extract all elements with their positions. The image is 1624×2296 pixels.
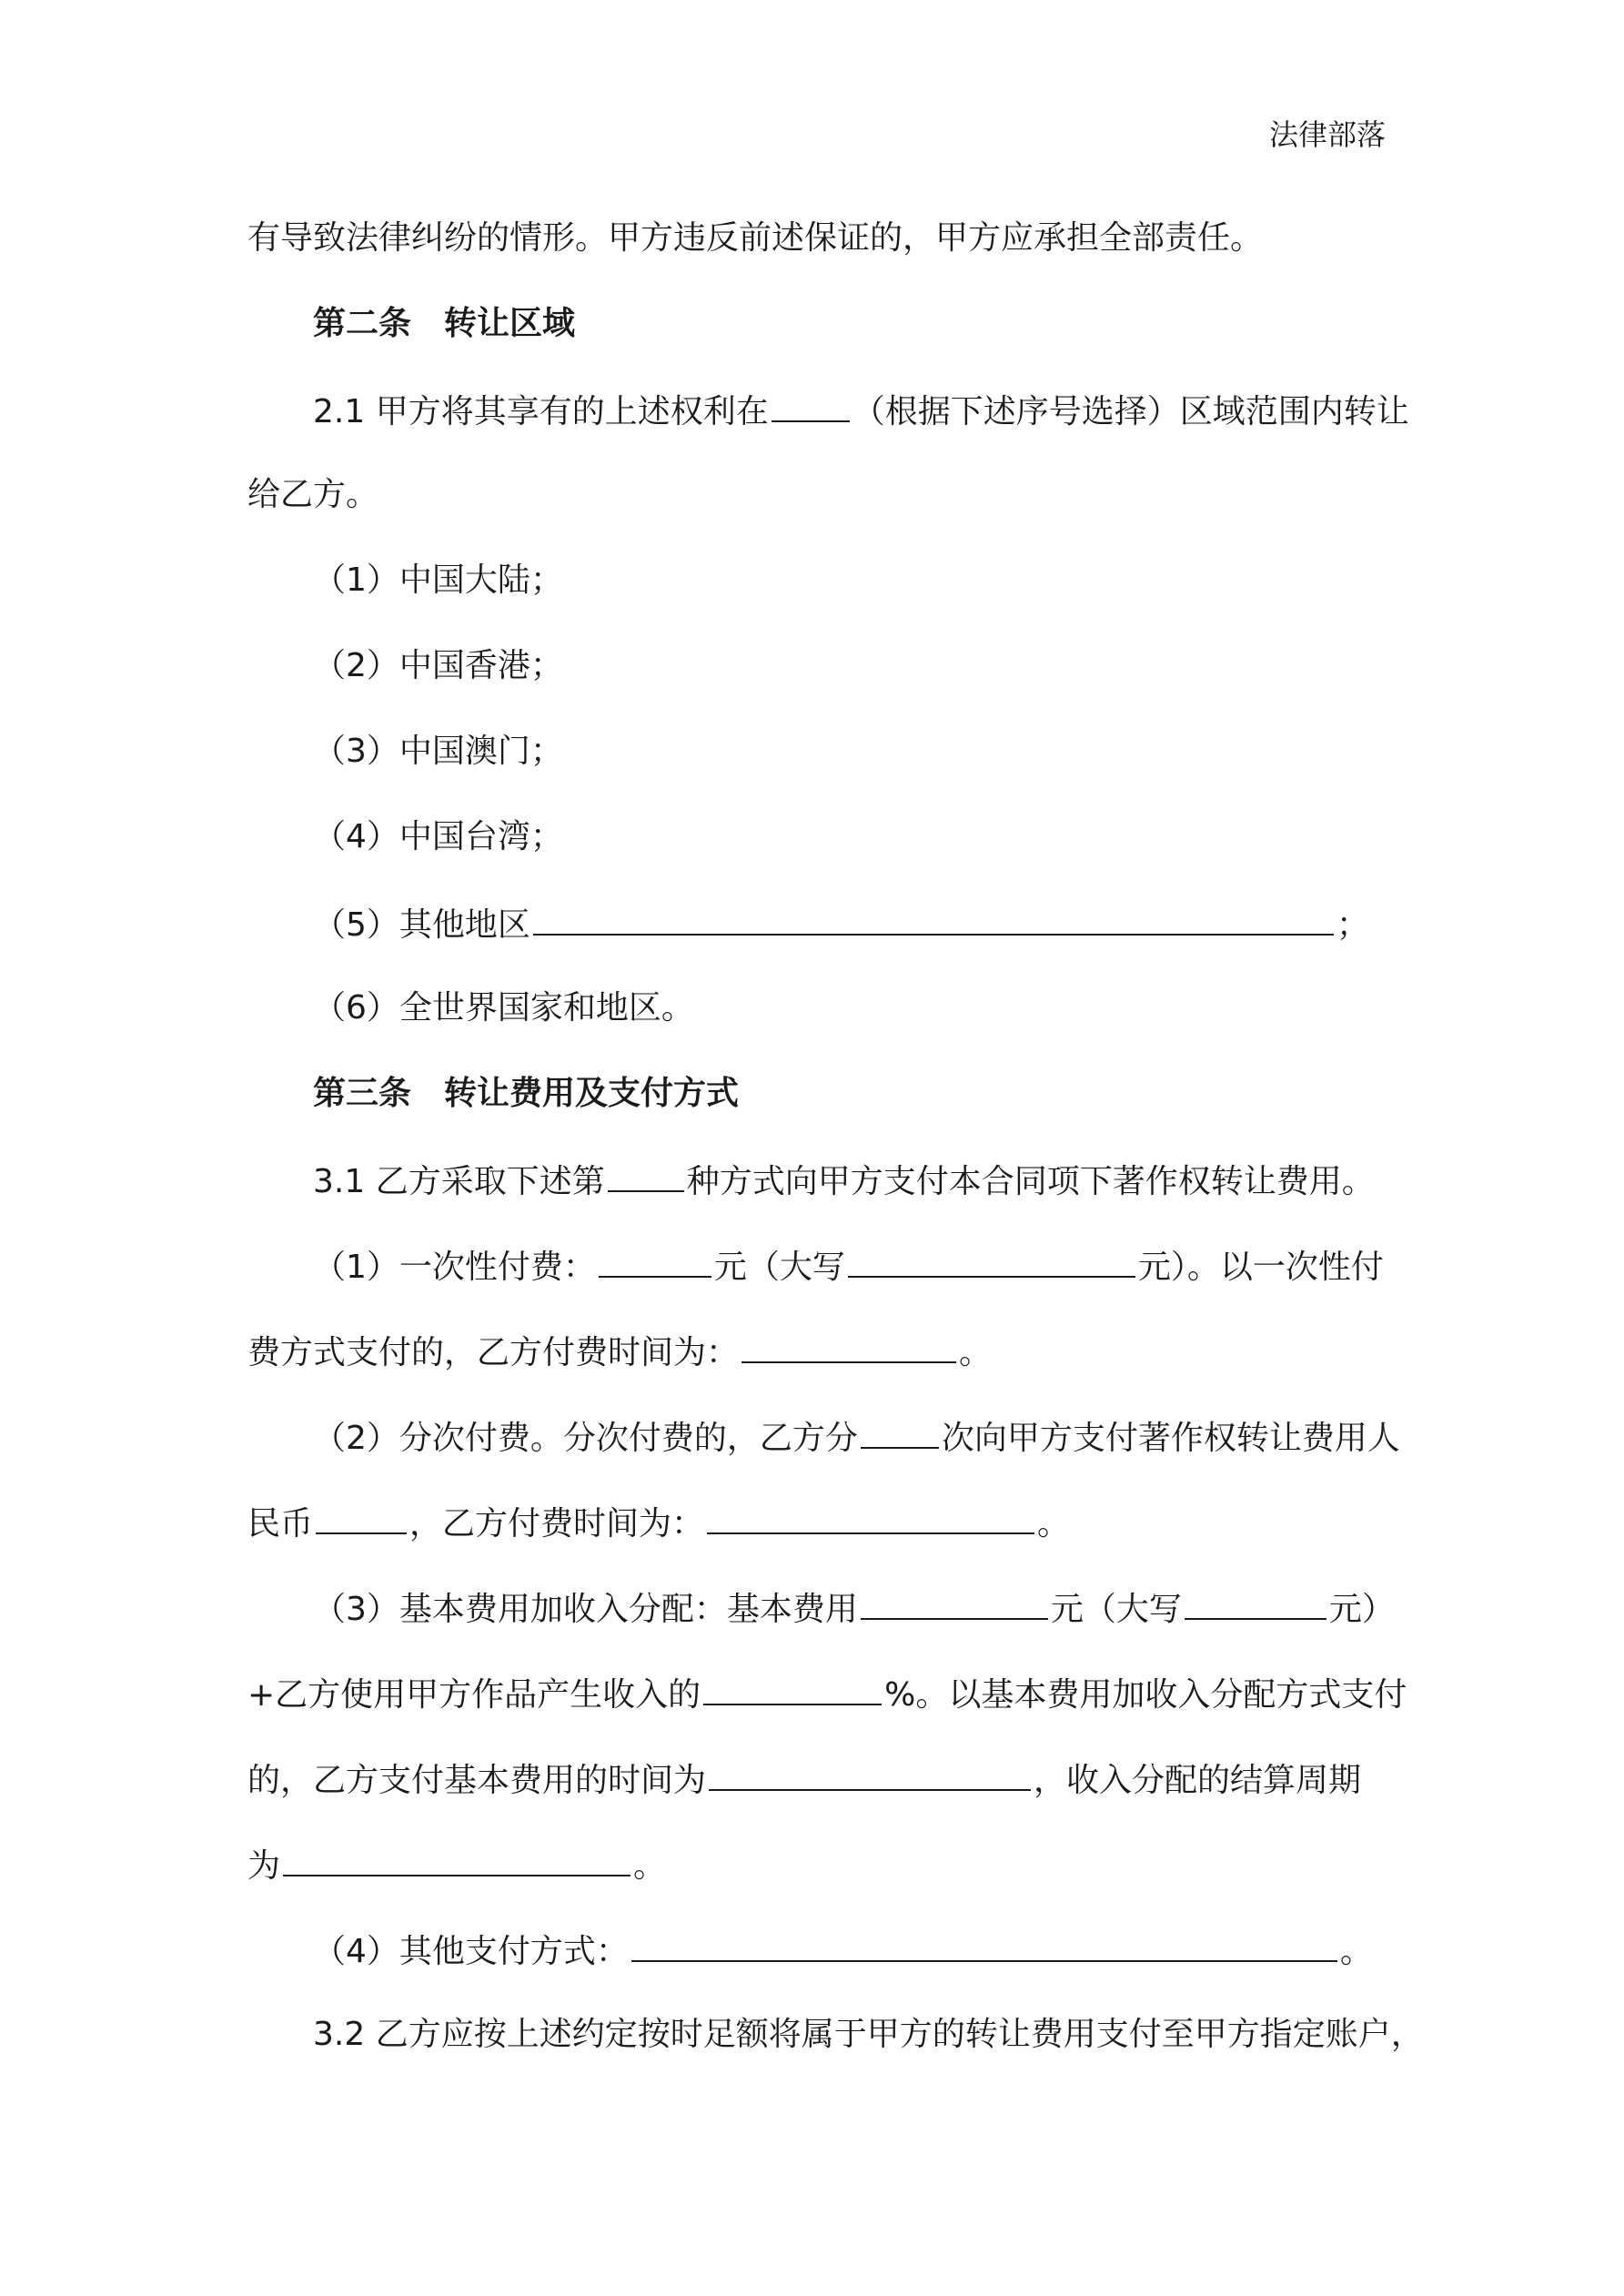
fill-blank-base-fee-uppercase[interactable]	[1185, 1587, 1326, 1620]
text: 为	[247, 1847, 281, 1885]
paragraph-line	[247, 1330, 992, 1373]
fill-blank-payment-method[interactable]	[608, 1159, 684, 1192]
article-title: 转让区域	[444, 305, 576, 342]
text: %。以基本费用加收入分配方式支付	[884, 1676, 1407, 1714]
text: （1）一次性付费：	[313, 1249, 596, 1286]
text: 元）。以一次性付	[1137, 1249, 1384, 1286]
region-option-3	[313, 732, 563, 772]
fill-blank-installment-count[interactable]	[861, 1416, 939, 1449]
text: ；	[1336, 906, 1369, 944]
text: （根据下述序号选择）区域范围内转让	[852, 393, 1409, 430]
text: （1）中国大陆；	[313, 561, 563, 599]
text: 种方式向甲方支付本合同项下著作权转让费用。	[686, 1163, 1375, 1200]
text: ，乙方付费时间为：	[409, 1505, 705, 1542]
fill-blank-other-region[interactable]	[533, 903, 1334, 936]
fill-blank-installment-time[interactable]	[707, 1502, 1034, 1534]
text: 的，乙方支付基本费用的时间为	[247, 1762, 707, 1799]
region-option-2	[313, 646, 563, 686]
text: 民币	[247, 1505, 314, 1542]
fill-blank-lump-sum-time[interactable]	[741, 1330, 956, 1363]
article-number: 第三条	[313, 1075, 412, 1112]
region-option-6	[313, 988, 694, 1028]
text: （5）其他地区	[313, 906, 530, 944]
payment-option-1	[313, 1245, 1384, 1288]
clause-3-1	[313, 1159, 1375, 1202]
fill-blank-other-payment[interactable]	[631, 1929, 1337, 1962]
text: 次向甲方支付著作权转让费用人	[941, 1420, 1400, 1457]
article-number: 第二条	[313, 305, 412, 342]
text: 元（大写	[1050, 1591, 1182, 1628]
text: 。	[633, 1847, 667, 1885]
fill-blank-lump-sum-amount[interactable]	[599, 1245, 711, 1278]
text: 3.1 乙方采取下述第	[313, 1163, 605, 1200]
payment-option-4	[313, 1929, 1373, 1972]
article-2-heading	[313, 304, 575, 344]
text: 3.2 乙方应按上述约定按时足额将属于甲方的转让费用支付至甲方指定账户，	[313, 2016, 1424, 2053]
text: 。	[1037, 1505, 1071, 1542]
fill-blank-region-choice[interactable]	[772, 389, 850, 422]
text: 。	[959, 1334, 993, 1371]
fill-blank-settlement-period[interactable]	[283, 1844, 630, 1876]
paragraph-line	[247, 1673, 1407, 1715]
paragraph-line	[247, 1758, 1361, 1801]
paragraph-line	[247, 475, 378, 515]
paragraph-line	[247, 1502, 1070, 1544]
text: 元）	[1328, 1591, 1395, 1628]
clause-3-2	[313, 2015, 1424, 2055]
region-option-5	[313, 903, 1369, 946]
clause-2-1	[313, 389, 1409, 432]
text: （3）中国澳门；	[313, 733, 563, 770]
text: 有导致法律纠纷的情形。甲方违反前述保证的，甲方应承担全部责任。	[247, 219, 1264, 257]
paragraph-line	[247, 1844, 666, 1886]
text: 2.1 甲方将其享有的上述权利在	[313, 393, 769, 430]
text: 。	[1339, 1933, 1373, 1970]
text: 给乙方。	[247, 476, 379, 513]
text: （4）中国台湾；	[313, 818, 563, 855]
text: （2）分次付费。分次付费的，乙方分	[313, 1420, 858, 1457]
region-option-1	[313, 561, 563, 601]
fill-blank-base-fee[interactable]	[861, 1587, 1048, 1620]
text: +乙方使用甲方作品产生收入的	[247, 1676, 701, 1714]
text: 元（大写	[713, 1249, 845, 1286]
text: （3）基本费用加收入分配：基本费用	[313, 1591, 858, 1628]
article-3-heading	[313, 1074, 739, 1114]
text: 费方式支付的，乙方付费时间为：	[247, 1334, 740, 1371]
region-option-4	[313, 817, 563, 857]
paragraph-line	[247, 218, 1263, 258]
fill-blank-lump-sum-uppercase[interactable]	[848, 1245, 1135, 1278]
text: （6）全世界国家和地区。	[313, 989, 694, 1027]
fill-blank-revenue-share[interactable]	[703, 1673, 882, 1705]
fill-blank-base-fee-time[interactable]	[709, 1758, 1031, 1791]
text: ，收入分配的结算周期	[1034, 1762, 1362, 1799]
article-title: 转让费用及支付方式	[444, 1075, 740, 1112]
text: （2）中国香港；	[313, 647, 563, 684]
text: （4）其他支付方式：	[313, 1933, 629, 1970]
payment-option-3	[313, 1587, 1395, 1630]
fill-blank-installment-amount[interactable]	[316, 1502, 407, 1534]
page-header: 法律部落	[1268, 117, 1386, 152]
payment-option-2	[313, 1416, 1400, 1459]
